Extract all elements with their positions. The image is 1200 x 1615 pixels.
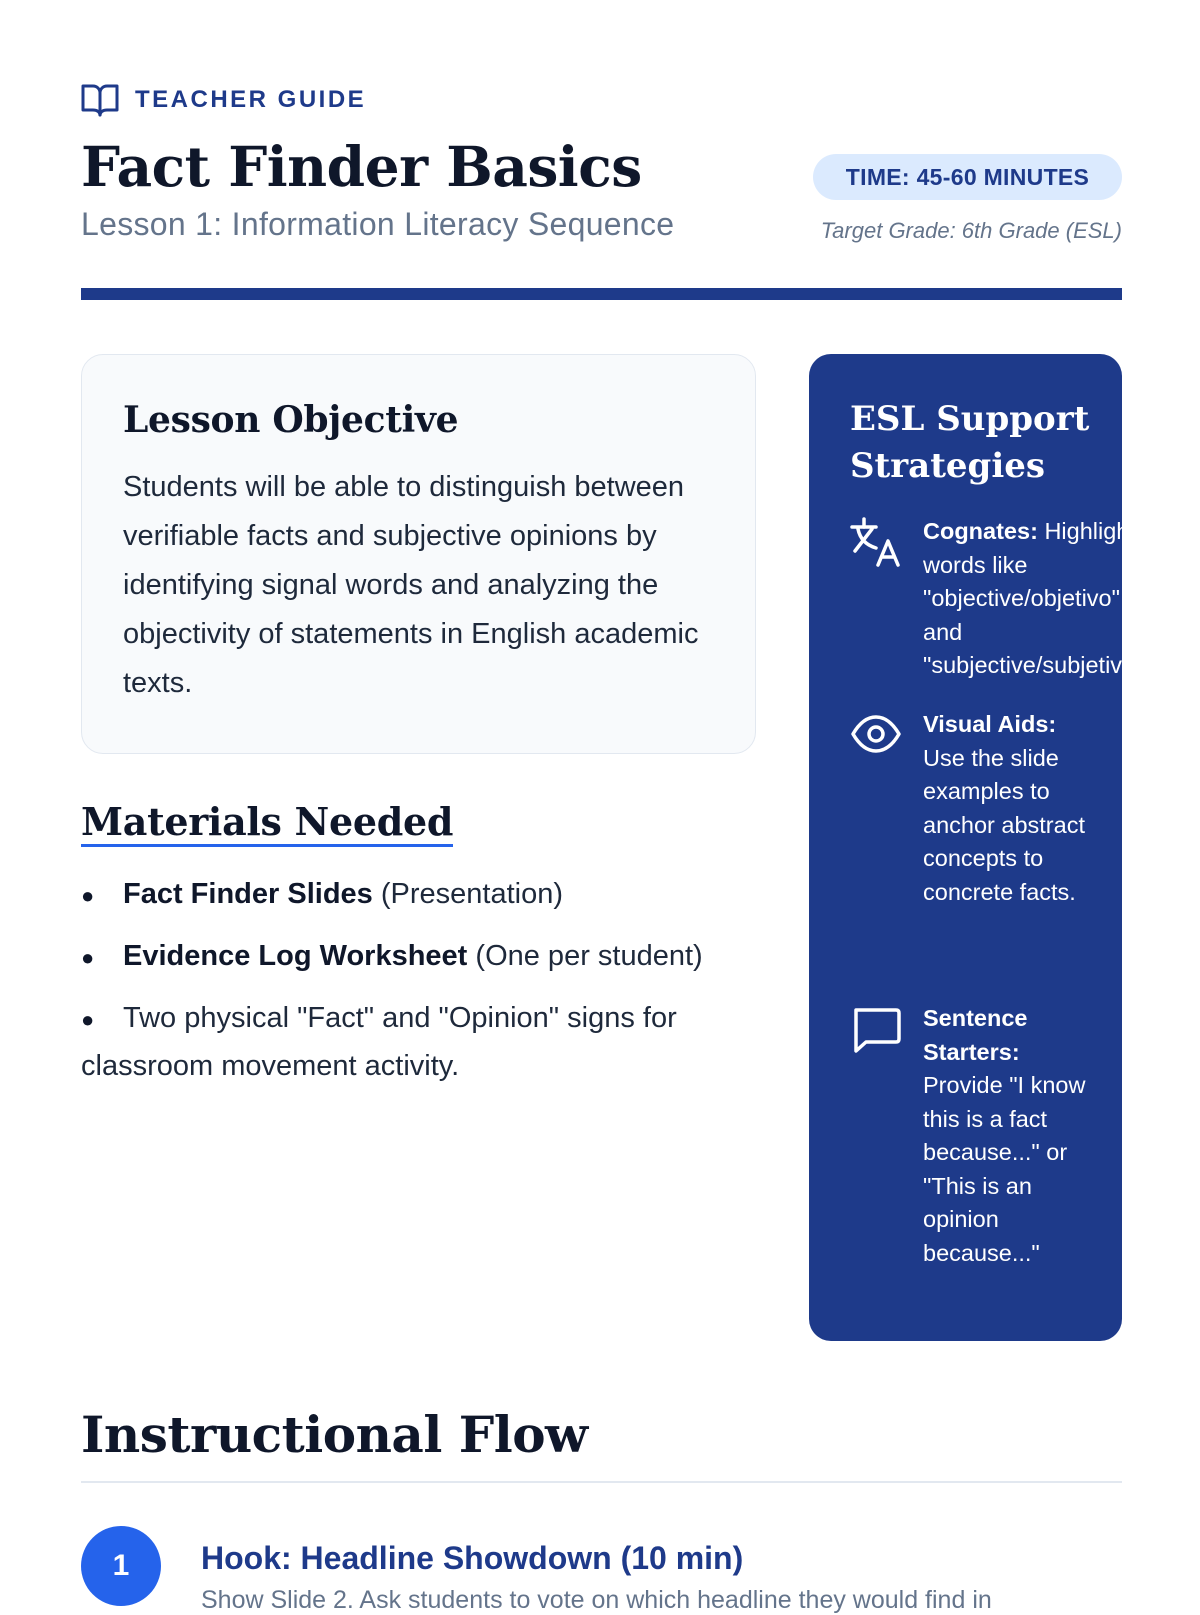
strategy-label: Sentence Starters: xyxy=(923,1005,1028,1065)
eyebrow xyxy=(81,82,1122,118)
objective-text: Students will be able to distinguish between verifiable facts and subjective opinions by identifying signal words and analyzing the objectivity of statements in English academic texts. xyxy=(123,471,699,699)
translate-icon xyxy=(850,515,902,567)
step-description: Show Slide 2. Ask students to vote on which headline they would find in xyxy=(201,1586,992,1614)
objective-card xyxy=(81,354,756,754)
strategy-label: Visual Aids: xyxy=(923,711,1057,737)
target-grade: Target Grade: 6th Grade (ESL) xyxy=(820,218,1122,243)
list-item xyxy=(81,995,761,1089)
eye-icon xyxy=(850,708,902,760)
step-number-badge: 1 xyxy=(81,1526,161,1606)
list-item xyxy=(81,933,761,981)
open-book-icon xyxy=(81,82,119,118)
page-title: Fact Finder Basics xyxy=(81,134,642,199)
step-title: Hook: Headline Showdown (10 min) xyxy=(201,1540,744,1576)
flow-heading: Instructional Flow xyxy=(81,1405,588,1464)
materials-heading: Materials Needed xyxy=(81,800,453,847)
page-subtitle: Lesson 1: Information Literacy Sequence xyxy=(81,206,675,242)
strategy-text: Highlight words like "objective/objetivo" and "subjective/subjetivo" xyxy=(923,518,1144,678)
material-name: Fact Finder Slides xyxy=(123,878,373,910)
esl-support-panel xyxy=(809,354,1144,1341)
objective-heading: Lesson Objective xyxy=(123,399,459,441)
strategy-text: Provide "I know this is a fact because..." or "This is an opinion because..." xyxy=(923,1072,1086,1266)
time-badge: TIME: 45-60 MINUTES xyxy=(813,154,1122,200)
material-note: (One per student) xyxy=(475,940,703,972)
strategy-text: Use the slide examples to anchor abstract concepts to concrete facts. xyxy=(923,744,1085,905)
strategy-cognates xyxy=(850,515,1180,683)
material-note: (Presentation) xyxy=(380,878,564,910)
materials-section xyxy=(81,800,761,1103)
page-header xyxy=(81,82,1122,243)
strategy-visual-aids xyxy=(850,708,1180,909)
materials-list xyxy=(81,871,761,1089)
strategy-sentence-starters xyxy=(850,1002,1180,1270)
speech-bubble-icon xyxy=(850,1002,902,1054)
material-name: Evidence Log Worksheet xyxy=(123,940,468,972)
bullet-icon: ● xyxy=(81,945,95,970)
eyebrow-label: TEACHER GUIDE xyxy=(135,86,367,113)
bullet-icon: ● xyxy=(81,883,95,908)
list-item xyxy=(81,871,761,919)
flow-divider xyxy=(81,1481,1122,1483)
strategy-label: Cognates: xyxy=(923,518,1038,544)
bullet-icon: ● xyxy=(81,1007,95,1032)
material-note: Two physical "Fact" and "Opinion" signs for classroom movement activity. xyxy=(81,1002,677,1082)
esl-heading: ESL Support Strategies xyxy=(850,399,1090,486)
header-divider xyxy=(81,288,1122,300)
